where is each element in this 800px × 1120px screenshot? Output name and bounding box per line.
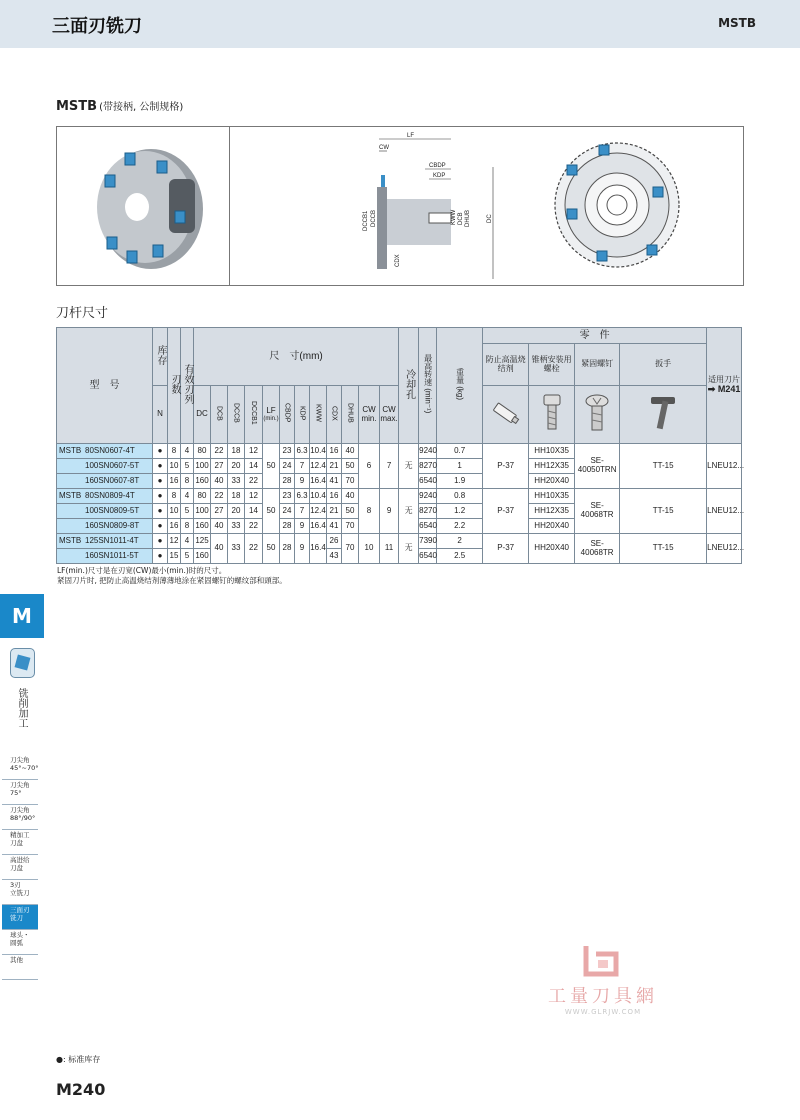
nav-item-ball-radius[interactable]: 球头・ 圆弧 — [2, 930, 38, 955]
cell-dhub: 70 — [342, 534, 359, 564]
cell-insert: LNEU12... — [707, 534, 742, 564]
stock-mark: ● — [153, 504, 168, 519]
cell-dccb1: 12 — [245, 444, 263, 459]
cell-lf: 50 — [263, 444, 280, 489]
nav-item-high-feed[interactable]: 高进给 刀盘 — [2, 855, 38, 880]
cell-cwmin: 6 — [359, 444, 380, 489]
cell-dc: 80 — [194, 444, 211, 459]
cell-dhub: 40 — [342, 489, 359, 504]
cell-dcb: 40 — [211, 474, 228, 489]
cell-weight: 1.9 — [437, 474, 483, 489]
page-title: 三面刃铣刀 — [52, 16, 142, 37]
stock-mark: ● — [153, 549, 168, 564]
cell-weight: 1.2 — [437, 504, 483, 519]
cell-rpm: 6540 — [419, 549, 437, 564]
cell-kww: 16.4 — [310, 474, 327, 489]
cell-effective: 4 — [181, 489, 194, 504]
front-view-drawing — [547, 135, 687, 275]
cell-screw: SE-40050TRN — [575, 444, 620, 489]
cell-dc: 160 — [194, 474, 211, 489]
th-effective: 有效刃列 — [181, 328, 194, 444]
cell-dhub: 40 — [342, 444, 359, 459]
model-cell: 160SN1011-5T — [57, 549, 153, 564]
dim-cbdp: CBDP — [429, 163, 446, 169]
cell-dhub: 50 — [342, 504, 359, 519]
dim-kww: KWW — [451, 209, 457, 225]
cell-coolant: 无 — [399, 534, 419, 564]
cell-dc: 160 — [194, 549, 211, 564]
cell-dccb1: 14 — [245, 459, 263, 474]
cell-lf: 50 — [263, 534, 280, 564]
th-maxrpm: 最高转速 (min⁻¹) — [419, 328, 437, 444]
cell-grease: P-37 — [483, 444, 529, 489]
cell-cbdp: 28 — [280, 474, 295, 489]
cell-cbdp: 24 — [280, 459, 295, 474]
th-lf: LF (min.) — [263, 386, 280, 444]
cell-dhub: 70 — [342, 474, 359, 489]
th-cwmax: CW max. — [380, 386, 399, 444]
cell-kdp: 9 — [295, 519, 310, 534]
dim-cw: CW — [379, 145, 389, 151]
th-cdx: CDX — [327, 386, 342, 444]
th-mount-bolt: 锥柄安装用螺栓 — [529, 344, 575, 386]
cell-lf: 50 — [263, 489, 280, 534]
cell-dc: 160 — [194, 519, 211, 534]
model-cell: 100SN0607-5T — [57, 459, 153, 474]
cell-wrench: TT-15 — [620, 489, 707, 534]
cell-dccb1: 22 — [245, 519, 263, 534]
cell-bolt: HH20X40 — [529, 534, 575, 564]
cell-dccb: 18 — [228, 444, 245, 459]
section-tab-m[interactable]: M — [0, 594, 44, 638]
cell-kdp: 6.3 — [295, 489, 310, 504]
cell-coolant: 无 — [399, 444, 419, 489]
th-insert: 适用刀片 ➡ M241 — [707, 328, 742, 444]
cell-kdp: 9 — [295, 474, 310, 489]
cell-cbdp: 24 — [280, 504, 295, 519]
cell-teeth: 15 — [168, 549, 181, 564]
cell-rpm: 8270 — [419, 504, 437, 519]
cell-wrench: TT-15 — [620, 444, 707, 489]
cell-cdx: 21 — [327, 459, 342, 474]
cell-bolt: HH10X35 — [529, 444, 575, 459]
stock-mark: ● — [153, 519, 168, 534]
cell-cwmax: 11 — [380, 534, 399, 564]
cell-teeth: 12 — [168, 534, 181, 549]
cell-wrench: TT-15 — [620, 534, 707, 564]
cell-rpm: 6540 — [419, 474, 437, 489]
note-line: 紧固刀片时, 把防止高温烧结剂薄薄地涂在紧固螺钉的螺纹部和頭部。 — [57, 576, 287, 585]
th-cwmin: CW min. — [359, 386, 380, 444]
cell-cdx: 41 — [327, 519, 342, 534]
cell-effective: 5 — [181, 549, 194, 564]
side-category-label: 铣削加工 — [16, 688, 27, 728]
table-notes — [57, 566, 287, 586]
th-wrench: 扳手 — [620, 344, 707, 386]
watermark-url: WWW.GLRJW.COM — [564, 1008, 642, 1016]
cell-grease: P-37 — [483, 534, 529, 564]
cell-dhub: 50 — [342, 459, 359, 474]
th-stock: 库存 — [153, 328, 168, 386]
model-cell: 160SN0607-8T — [57, 474, 153, 489]
dim-lf: LF — [407, 133, 415, 139]
cell-screw: SE-40068TR — [575, 489, 620, 534]
cell-dc: 125 — [194, 534, 211, 549]
th-dc: DC — [194, 386, 211, 444]
cell-rpm: 8270 — [419, 459, 437, 474]
cell-weight: 0.8 — [437, 489, 483, 504]
nav-item-approach-45-70[interactable]: 刀尖角 45°~70° — [2, 755, 38, 780]
stock-legend: ●: 标准库存 — [56, 1055, 101, 1064]
cell-dcb: 22 — [211, 489, 228, 504]
side-view-drawing — [329, 127, 529, 285]
th-teeth: 刃数 — [168, 328, 181, 444]
cell-effective: 8 — [181, 519, 194, 534]
cell-dhub: 70 — [342, 519, 359, 534]
cell-cbdp: 23 — [280, 444, 295, 459]
th-kdp: KDP — [295, 386, 310, 444]
cell-teeth: 8 — [168, 489, 181, 504]
cell-teeth: 8 — [168, 444, 181, 459]
cell-cbdp: 28 — [280, 534, 295, 564]
cell-cwmin: 8 — [359, 489, 380, 534]
stock-mark: ● — [153, 459, 168, 474]
th-clamp-screw: 紧固螺钉 — [575, 344, 620, 386]
note-line: LF(min.)尺寸是在刃宽(CW)最小(min.)时的尺寸。 — [57, 566, 227, 575]
cell-cdx: 16 — [327, 489, 342, 504]
cell-cwmin: 10 — [359, 534, 380, 564]
cell-teeth: 16 — [168, 474, 181, 489]
th-cbdp: CBDP — [280, 386, 295, 444]
th-model: 型 号 — [57, 328, 153, 444]
cell-coolant: 无 — [399, 489, 419, 534]
cell-bolt: HH10X35 — [529, 489, 575, 504]
th-dccb1: DCCB1 — [245, 386, 263, 444]
cell-dccb: 20 — [228, 459, 245, 474]
th-dcb: DCB — [211, 386, 228, 444]
cell-cwmax: 7 — [380, 444, 399, 489]
side-nav — [2, 755, 38, 980]
cell-bolt: HH12X35 — [529, 504, 575, 519]
th-dccb: DCCB — [228, 386, 245, 444]
cell-kww: 12.4 — [310, 459, 327, 474]
cell-dc: 100 — [194, 459, 211, 474]
cell-dc: 100 — [194, 504, 211, 519]
cell-effective: 8 — [181, 474, 194, 489]
nav-item-finishing[interactable]: 精加工 刀盘 — [2, 830, 38, 855]
cell-teeth: 10 — [168, 504, 181, 519]
cell-dccb1: 12 — [245, 489, 263, 504]
cell-cbdp: 23 — [280, 489, 295, 504]
dim-cdx: CDX — [395, 254, 401, 267]
cell-dccb1: 22 — [245, 474, 263, 489]
nav-item-3-flute[interactable]: 3刃 立铣刀 — [2, 880, 38, 905]
cell-dccb: 20 — [228, 504, 245, 519]
cell-dcb: 22 — [211, 444, 228, 459]
spec-table — [56, 327, 745, 564]
dim-kdp: KDP — [433, 173, 446, 179]
cell-dccb1: 22 — [245, 534, 263, 564]
cell-dcb: 27 — [211, 459, 228, 474]
cell-rpm: 7390 — [419, 534, 437, 549]
cell-weight: 2 — [437, 534, 483, 549]
watermark — [538, 942, 668, 1022]
table-row — [57, 489, 742, 504]
stock-mark: ● — [153, 489, 168, 504]
nav-item-approach-75[interactable]: 刀尖角 75° — [2, 780, 38, 805]
milling-insert-icon — [10, 648, 35, 678]
product-code: MSTB — [56, 99, 98, 114]
dim-dccb1: DCCB1 — [363, 210, 369, 231]
cell-grease: P-37 — [483, 489, 529, 534]
cell-dccb: 33 — [228, 474, 245, 489]
cell-insert: LNEU12... — [707, 444, 742, 489]
model-cell: MSTB 80SN0809-4T — [57, 489, 153, 504]
model-cell: 100SN0809-5T — [57, 504, 153, 519]
insert-page-ref: M241 — [717, 383, 741, 394]
cell-effective: 4 — [181, 444, 194, 459]
cell-bolt: HH20X40 — [529, 519, 575, 534]
cell-rpm: 9240 — [419, 444, 437, 459]
th-parts: 零 件 — [483, 328, 707, 344]
cell-kdp: 9 — [295, 534, 310, 564]
cell-weight: 2.2 — [437, 519, 483, 534]
cell-cdx: 21 — [327, 504, 342, 519]
nav-item-side-milling[interactable]: 三面刃 铣刀 — [2, 905, 38, 930]
nav-item-approach-88-90[interactable]: 刀尖角 88°/90° — [2, 805, 38, 830]
cell-cdx: 41 — [327, 474, 342, 489]
cell-kdp: 7 — [295, 459, 310, 474]
nav-item-other[interactable]: 其他 — [2, 955, 38, 980]
header-bar — [0, 0, 800, 48]
cell-bolt: HH12X35 — [529, 459, 575, 474]
figure-divider — [229, 127, 230, 285]
table-row — [57, 444, 742, 459]
cell-kww: 12.4 — [310, 504, 327, 519]
section-title: 刀杆尺寸 — [56, 306, 109, 321]
clamp-screw-icon — [575, 386, 620, 444]
product-heading — [56, 98, 183, 114]
th-kww: KWW — [310, 386, 327, 444]
dim-dhub: DHUB — [465, 209, 471, 227]
mount-bolt-icon — [529, 386, 575, 444]
cell-dccb: 33 — [228, 534, 245, 564]
stock-mark: ● — [153, 474, 168, 489]
page-code: MSTB — [718, 16, 756, 30]
th-stock-n: N — [153, 386, 168, 444]
cell-cdx: 26 — [327, 534, 342, 549]
watermark-brand: 工量刀具網 — [548, 986, 658, 1007]
watermark-logo-icon — [538, 942, 668, 978]
cell-cdx: 43 — [327, 549, 342, 564]
cell-cdx: 16 — [327, 444, 342, 459]
table-row — [57, 534, 742, 549]
cell-kdp: 7 — [295, 504, 310, 519]
stock-mark: ● — [153, 534, 168, 549]
cell-dcb: 40 — [211, 519, 228, 534]
th-dhub: DHUB — [342, 386, 359, 444]
cell-effective: 4 — [181, 534, 194, 549]
model-cell: MSTB 125SN1011-4T — [57, 534, 153, 549]
wrench-icon — [620, 386, 707, 444]
dim-dccb: DCCB — [371, 209, 377, 227]
page-number: M240 — [56, 1080, 106, 1099]
dim-dcb: DCB — [458, 212, 464, 225]
product-desc: (带接柄, 公制规格) — [99, 102, 184, 113]
cell-kdp: 6.3 — [295, 444, 310, 459]
th-grease: 防止高温烧结剂 — [483, 344, 529, 386]
model-cell: MSTB 80SN0607-4T — [57, 444, 153, 459]
th-dims: 尺 寸(mm) — [194, 328, 399, 386]
cell-bolt: HH20X40 — [529, 474, 575, 489]
cell-effective: 5 — [181, 504, 194, 519]
cell-insert: LNEU12... — [707, 489, 742, 534]
cell-dcb: 40 — [211, 534, 228, 564]
cell-screw: SE-40068TR — [575, 534, 620, 564]
cell-teeth: 16 — [168, 519, 181, 534]
cell-cwmax: 9 — [380, 489, 399, 534]
stock-mark: ● — [153, 444, 168, 459]
cell-kww: 16.4 — [310, 534, 327, 564]
cell-weight: 1 — [437, 459, 483, 474]
th-coolant: 冷却孔 — [399, 328, 419, 444]
cell-dccb: 18 — [228, 489, 245, 504]
cell-rpm: 6540 — [419, 519, 437, 534]
dim-dc: DC — [487, 214, 493, 223]
cell-dc: 80 — [194, 489, 211, 504]
model-cell: 160SN0809-8T — [57, 519, 153, 534]
cell-cbdp: 28 — [280, 519, 295, 534]
grease-tube-icon — [483, 386, 529, 444]
cell-effective: 5 — [181, 459, 194, 474]
cell-kww: 10.4 — [310, 444, 327, 459]
th-weight: 重量 (kg) — [437, 328, 483, 444]
figure-box — [56, 126, 744, 286]
cell-kww: 16.4 — [310, 519, 327, 534]
cell-dccb1: 14 — [245, 504, 263, 519]
cutter-photo — [57, 127, 229, 285]
cell-dcb: 27 — [211, 504, 228, 519]
cell-weight: 0.7 — [437, 444, 483, 459]
cell-kww: 10.4 — [310, 489, 327, 504]
cell-dccb: 33 — [228, 519, 245, 534]
cell-teeth: 10 — [168, 459, 181, 474]
cell-rpm: 9240 — [419, 489, 437, 504]
cell-weight: 2.5 — [437, 549, 483, 564]
